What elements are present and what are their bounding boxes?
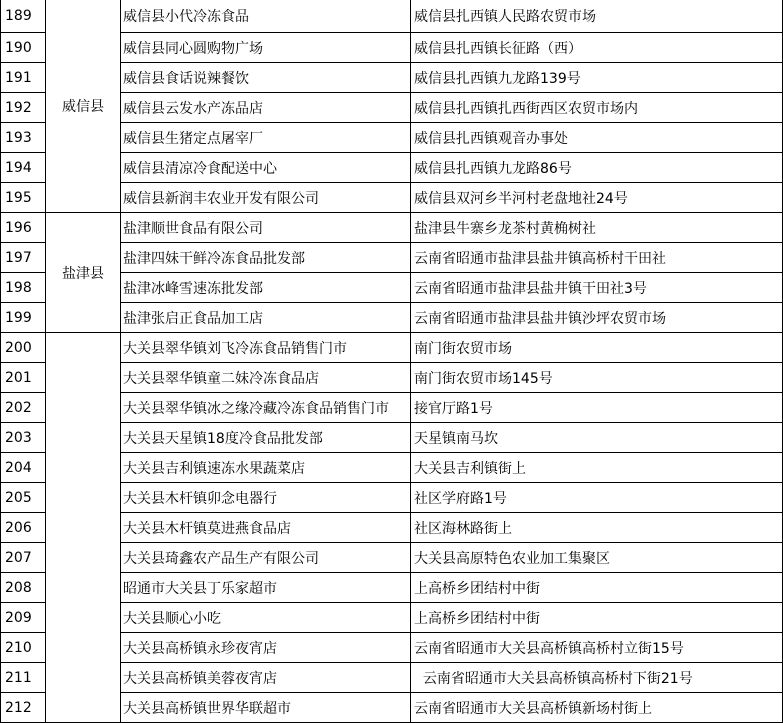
row-number: 194 [0,153,45,183]
row-number: 202 [0,393,45,423]
business-name: 威信县新润丰农业开发有限公司 [120,183,410,213]
business-name: 昭通市大关县丁乐家超市 [120,573,410,603]
business-address: 天星镇南马坎 [410,423,783,453]
business-name: 盐津四妹干鲜冷冻食品批发部 [120,243,410,273]
business-name: 大关县吉利镇速冻水果蔬菜店 [120,453,410,483]
county-name [45,333,120,723]
row-number: 207 [0,543,45,573]
row-number: 195 [0,183,45,213]
business-address: 云南省昭通市大关县高桥镇新场村街上 [410,693,783,723]
business-address: 云南省昭通市大关县高桥镇高桥村下街21号 [410,663,783,693]
business-name: 威信县清凉冷食配送中心 [120,153,410,183]
row-number: 191 [0,63,45,93]
business-address: 威信县扎西镇观音办事处 [410,123,783,153]
row-number: 190 [0,33,45,63]
business-name: 大关县高桥镇美蓉夜宵店 [120,663,410,693]
business-name: 威信县云发水产冻品店 [120,93,410,123]
row-number: 206 [0,513,45,543]
row-number: 203 [0,423,45,453]
row-number: 189 [0,0,45,33]
business-address: 南门街农贸市场145号 [410,363,783,393]
business-address: 大关县吉利镇街上 [410,453,783,483]
business-name: 大关县翠华镇童二妹冷冻食品店 [120,363,410,393]
business-address: 云南省昭通市大关县高桥镇高桥村立街15号 [410,633,783,663]
county-name: 盐津县 [45,213,120,333]
business-name: 大关县高桥镇永珍夜宵店 [120,633,410,663]
business-address: 上高桥乡团结村中街 [410,603,783,633]
business-address: 云南省昭通市盐津县盐井镇干田社3号 [410,273,783,303]
business-address: 云南省昭通市盐津县盐井镇高桥村干田社 [410,243,783,273]
row-number: 210 [0,633,45,663]
business-address: 云南省昭通市盐津县盐井镇沙坪农贸市场 [410,303,783,333]
county-name: 威信县 [45,0,120,213]
business-name: 大关县琦鑫农产品生产有限公司 [120,543,410,573]
row-number: 196 [0,213,45,243]
row-number: 209 [0,603,45,633]
business-name: 威信县食话说辣餐饮 [120,63,410,93]
business-address: 大关县高原特色农业加工集聚区 [410,543,783,573]
business-address: 盐津县牛寨乡龙茶村黄桷树社 [410,213,783,243]
business-name: 威信县生猪定点屠宰厂 [120,123,410,153]
row-number: 205 [0,483,45,513]
business-name: 大关县木杆镇卯念电器行 [120,483,410,513]
business-address: 社区学府路1号 [410,483,783,513]
business-address: 威信县扎西镇人民路农贸市场 [410,0,783,33]
business-name: 大关县翠华镇刘飞冷冻食品销售门市 [120,333,410,363]
business-address: 上高桥乡团结村中街 [410,573,783,603]
business-name: 威信县小代冷冻食品 [120,0,410,33]
business-name: 盐津张启正食品加工店 [120,303,410,333]
business-name: 盐津冰峰雪速冻批发部 [120,273,410,303]
row-number: 197 [0,243,45,273]
business-address: 威信县扎西镇九龙路86号 [410,153,783,183]
business-name: 大关县高桥镇世界华联超市 [120,693,410,723]
business-address: 社区海林路街上 [410,513,783,543]
row-number: 204 [0,453,45,483]
row-number: 211 [0,663,45,693]
row-number: 198 [0,273,45,303]
business-address: 威信县双河乡半河村老盘地社24号 [410,183,783,213]
business-name: 大关县顺心小吃 [120,603,410,633]
row-number: 192 [0,93,45,123]
row-number: 201 [0,363,45,393]
business-address: 南门街农贸市场 [410,333,783,363]
row-number: 212 [0,693,45,723]
business-name: 大关县天星镇18度冷食品批发部 [120,423,410,453]
business-address: 威信县扎西镇长征路（西） [410,33,783,63]
row-number: 193 [0,123,45,153]
business-address: 威信县扎西镇扎西街西区农贸市场内 [410,93,783,123]
business-name: 大关县翠华镇冰之缘冷藏冷冻食品销售门市 [120,393,410,423]
business-address: 威信县扎西镇九龙路139号 [410,63,783,93]
business-name: 威信县同心圆购物广场 [120,33,410,63]
row-number: 200 [0,333,45,363]
business-name: 盐津顺世食品有限公司 [120,213,410,243]
row-number: 199 [0,303,45,333]
business-address: 接官厅路1号 [410,393,783,423]
row-number: 208 [0,573,45,603]
business-name: 大关县木杆镇莫进燕食品店 [120,513,410,543]
